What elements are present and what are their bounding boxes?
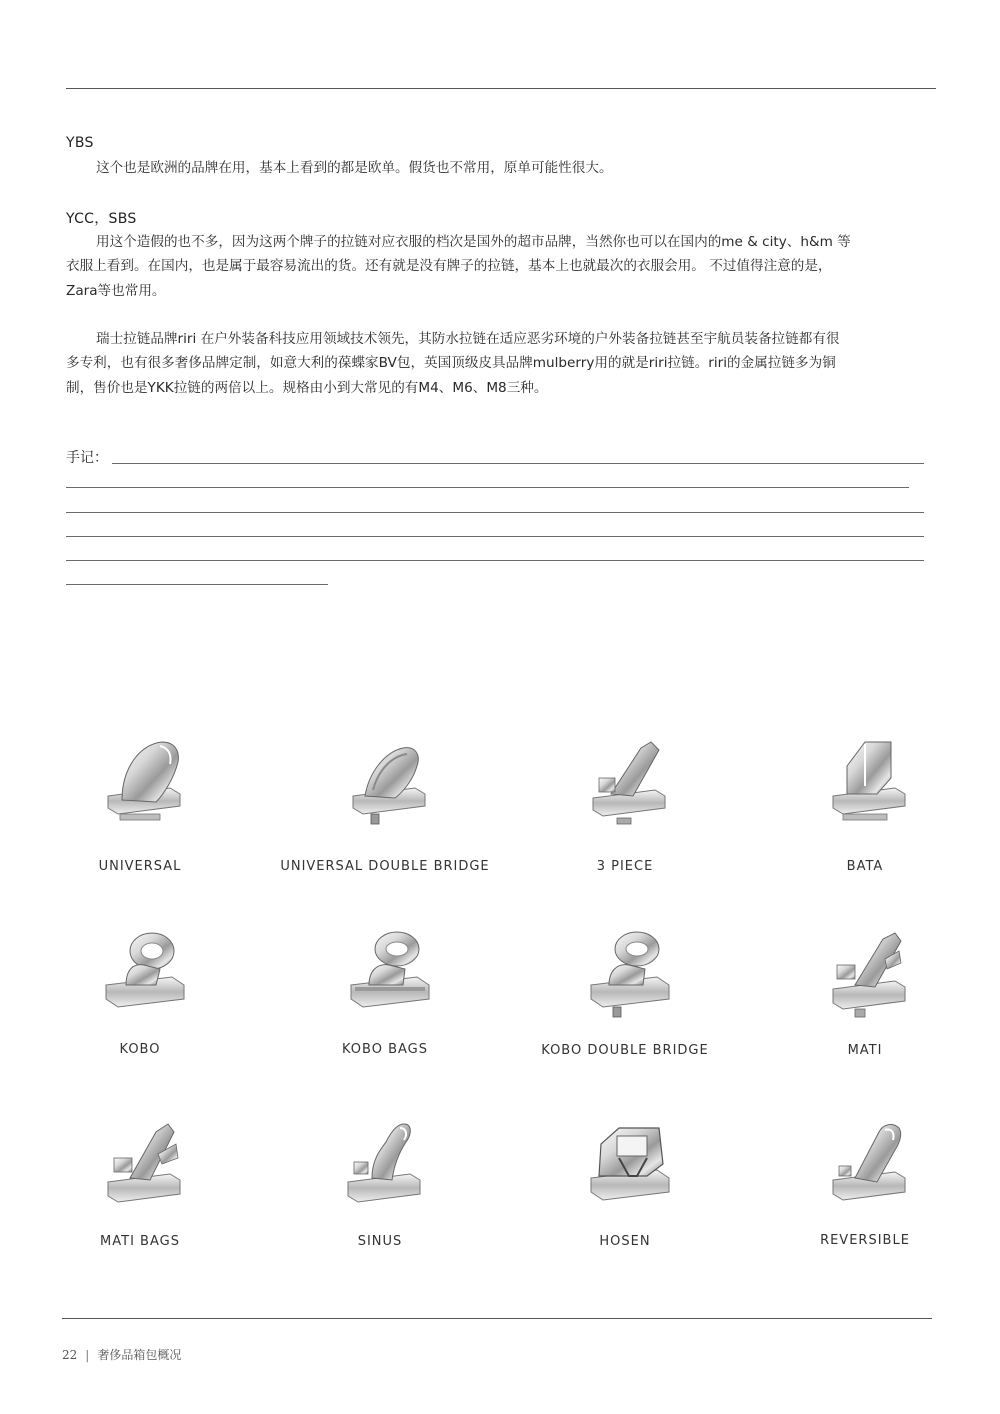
notes-line [66,536,924,537]
zipper-label: MATI BAGS [100,1234,180,1249]
page-footer [62,1346,181,1363]
slider-hosen-icon [585,1120,675,1215]
notes-line [66,584,328,585]
footer-separator: | [85,1348,90,1362]
slider-mati-bags-icon [100,1120,190,1215]
page-number: 22 [62,1348,78,1362]
zipper-item [745,1120,985,1310]
zipper-item [265,738,505,928]
zipper-label: REVERSIBLE [820,1233,910,1248]
zipper-item [260,1120,500,1310]
paragraph-line: 衣服上看到。在国内，也是属于最容易流出的货。还有就是没有牌子的拉链，基本上也就最次的衣服会用。 不过值得注意的是， [66,258,832,275]
zipper-label: KOBO BAGS [341,1042,428,1057]
slider-kobo-double-bridge-icon [585,929,675,1024]
notes-label: 手记： [66,450,108,466]
slider-reversible-icon [825,1120,915,1215]
paragraph-line: 制，售价也是YKK拉链的两倍以上。规格由小到大常见的有M4、M6、M8三种。 [66,379,548,396]
slider-kobo-bags-icon [345,929,435,1024]
zipper-label: MATI [847,1043,883,1058]
section-heading-ycc-sbs: YCC，SBS [66,211,137,227]
slider-universal-icon [100,738,190,833]
zipper-item [505,1120,745,1310]
zipper-label: BATA [846,859,884,874]
paragraph-line: 瑞士拉链品牌riri 在户外装备科技应用领域技术领先，其防水拉链在适应恶劣环境的户外装备拉链甚至宇航员装备拉链都有很 [96,331,840,347]
zipper-item [505,929,745,1119]
paragraph-line: 这个也是欧洲的品牌在用，基本上看到的都是欧单。假货也不常用，原单可能性很大。 [96,160,613,176]
zipper-label: KOBO [119,1042,161,1057]
paragraph-line: 多专利，也有很多奢侈品牌定制，如意大利的葆蝶家BV包，英国顶级皮具品牌mulberry用的就是riri拉链。riri的金属拉链多为铜 [66,355,836,372]
notes-line [66,487,909,488]
zipper-label: 3 PIECE [596,859,654,874]
paragraph-riri [66,327,936,400]
book-title: 奢侈品箱包概况 [97,1348,182,1362]
notes-line [66,560,924,561]
paragraph-line: Zara等也常用。 [66,282,166,299]
paragraph-ybs [66,156,936,180]
slider-3-piece-icon [585,738,675,833]
footer-rule [62,1318,932,1319]
slider-mati-icon [825,929,915,1024]
zipper-item [265,929,505,1119]
zipper-label: UNIVERSAL DOUBLE BRIDGE [280,859,490,874]
zipper-label: HOSEN [599,1234,651,1249]
zipper-item [745,738,985,928]
zipper-item [20,1120,260,1310]
paragraph-ycc-sbs [66,230,936,303]
slider-universal-double-bridge-icon [345,738,435,833]
header-rule [66,88,936,89]
zipper-label: KOBO DOUBLE BRIDGE [541,1043,709,1058]
notes-line [112,463,924,464]
zipper-item [20,929,260,1119]
zipper-item [745,929,985,1119]
slider-kobo-icon [100,929,190,1024]
zipper-item [505,738,745,928]
slider-sinus-icon [340,1120,430,1215]
zipper-label: SINUS [357,1234,403,1249]
notes-line [66,512,924,513]
zipper-item [20,738,260,928]
section-heading-ybs: YBS [66,135,94,151]
paragraph-line: 用这个造假的也不多，因为这两个牌子的拉链对应衣服的档次是国外的超市品牌，当然你也可以在国内的me & city、h&m 等 [96,234,851,250]
slider-bata-icon [825,738,915,833]
zipper-label: UNIVERSAL [98,859,182,874]
